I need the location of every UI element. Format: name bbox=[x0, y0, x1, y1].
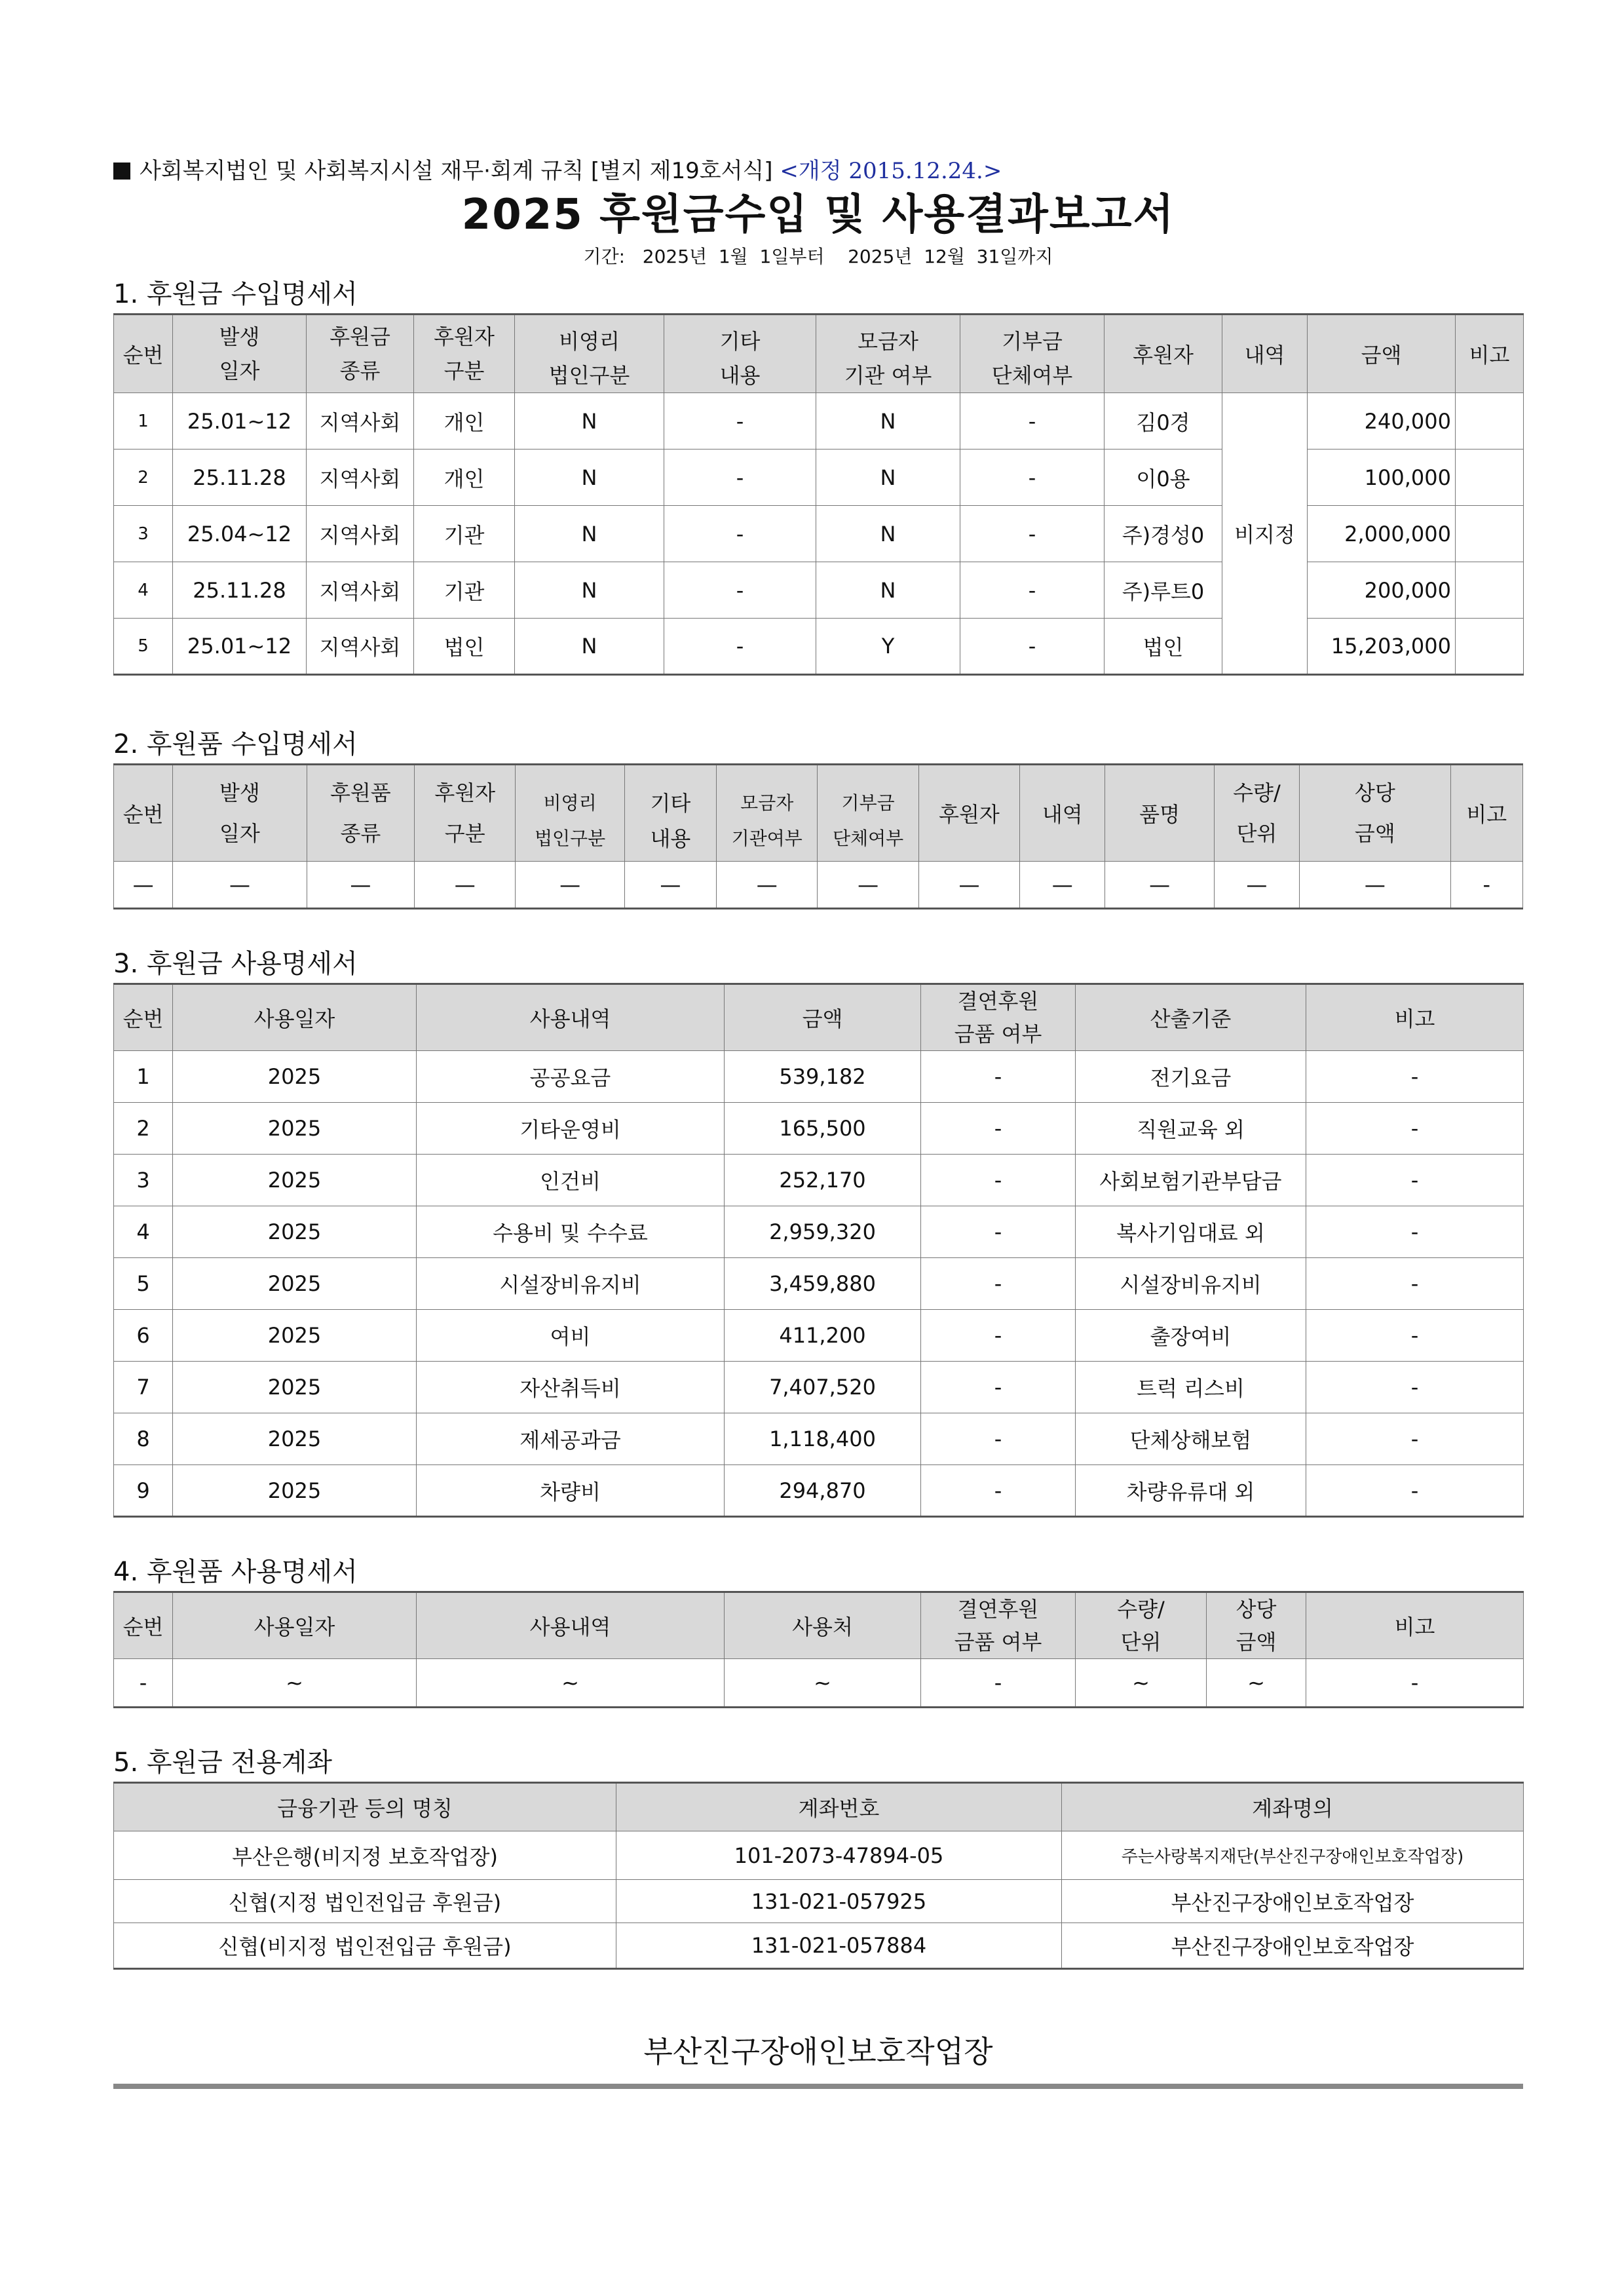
header-amount: 금액 bbox=[725, 984, 921, 1051]
header-account: 계좌번호 bbox=[616, 1783, 1062, 1831]
cell: ~ bbox=[417, 1659, 725, 1708]
cell-note bbox=[1456, 506, 1524, 562]
cell-basis: 트럭 리스비 bbox=[1076, 1362, 1306, 1413]
cell-no: 1 bbox=[114, 393, 173, 450]
cell-basis: 차량유류대 외 bbox=[1076, 1465, 1306, 1517]
header-no: 순번 bbox=[114, 984, 173, 1051]
cell: - bbox=[114, 1659, 173, 1708]
cell-note: - bbox=[1306, 1258, 1524, 1310]
cell-usage: 기타운영비 bbox=[417, 1103, 725, 1155]
header-amount: 금액 bbox=[1308, 315, 1456, 393]
table-row bbox=[114, 506, 1524, 562]
header-detail: 내역 bbox=[1222, 315, 1308, 393]
cell-amount: 100,000 bbox=[1308, 450, 1456, 506]
cell-fundraiser: Y bbox=[816, 619, 960, 675]
header-date: 발생 일자 bbox=[173, 765, 307, 862]
cell-usage: 자산취득비 bbox=[417, 1362, 725, 1413]
cell-basis: 복사기임대료 외 bbox=[1076, 1206, 1306, 1258]
section-1-title: 1. 후원금 수입명세서 bbox=[113, 279, 358, 309]
cell-date: 25.11.28 bbox=[173, 450, 307, 506]
cell-note: - bbox=[1306, 1051, 1524, 1103]
cell-donation-org: - bbox=[960, 506, 1105, 562]
cell-no: 3 bbox=[114, 506, 173, 562]
cell-donor: 이0용 bbox=[1105, 450, 1222, 506]
cell-amount: 1,118,400 bbox=[725, 1413, 921, 1465]
table-row bbox=[114, 1923, 1524, 1969]
cell-nonprofit: N bbox=[515, 562, 664, 619]
goods-usage-table bbox=[113, 1591, 1524, 1708]
cell-note bbox=[1456, 450, 1524, 506]
cell-no: 3 bbox=[114, 1155, 173, 1206]
cell-related: - bbox=[921, 1310, 1076, 1362]
cell-amount: 2,000,000 bbox=[1308, 506, 1456, 562]
cell: — bbox=[114, 862, 173, 909]
cell-donation-org: - bbox=[960, 450, 1105, 506]
header-donor: 후원자 bbox=[1105, 315, 1222, 393]
cell: — bbox=[1300, 862, 1451, 909]
cell-bank: 신협(지정 법인전입금 후원금) bbox=[114, 1880, 616, 1923]
cell: — bbox=[1214, 862, 1299, 909]
section-5-title: 5. 후원금 전용계좌 bbox=[113, 1748, 333, 1778]
section-3-title: 3. 후원금 사용명세서 bbox=[113, 949, 358, 979]
cell-kind: 지역사회 bbox=[307, 393, 414, 450]
table-row bbox=[114, 1880, 1524, 1923]
header-place: 사용처 bbox=[725, 1592, 921, 1659]
header-note: 비고 bbox=[1450, 765, 1522, 862]
header-bank: 금융기관 등의 명칭 bbox=[114, 1783, 616, 1831]
cell-bank: 부산은행(비지정 보호작업장) bbox=[114, 1831, 616, 1880]
cell: — bbox=[173, 862, 307, 909]
cell: — bbox=[717, 862, 818, 909]
cell-note: - bbox=[1306, 1310, 1524, 1362]
cell-no: 6 bbox=[114, 1310, 173, 1362]
header-donation-org: 기부금 단체여부 bbox=[960, 315, 1105, 393]
cell-basis: 사회보험기관부담금 bbox=[1076, 1155, 1306, 1206]
cell-date: 2025 bbox=[173, 1155, 417, 1206]
table-row bbox=[114, 619, 1524, 675]
cell-donation-org: - bbox=[960, 619, 1105, 675]
header-kind: 후원품 종류 bbox=[307, 765, 414, 862]
cell-related: - bbox=[921, 1051, 1076, 1103]
cell-related: - bbox=[921, 1206, 1076, 1258]
cell-no: 2 bbox=[114, 450, 173, 506]
table-row bbox=[114, 1051, 1524, 1103]
table-row bbox=[114, 1258, 1524, 1310]
header-value: 상당 금액 bbox=[1207, 1592, 1306, 1659]
header-nonprofit: 비영리 법인구분 bbox=[516, 765, 624, 862]
header-nonprofit: 비영리 법인구분 bbox=[515, 315, 664, 393]
header-note: 비고 bbox=[1306, 984, 1524, 1051]
cell-amount: 200,000 bbox=[1308, 562, 1456, 619]
cell-note: - bbox=[1306, 1362, 1524, 1413]
header-fundraiser: 모금자 기관여부 bbox=[717, 765, 818, 862]
cell-basis: 출장여비 bbox=[1076, 1310, 1306, 1362]
cell-fundraiser: N bbox=[816, 506, 960, 562]
header-no: 순번 bbox=[114, 1592, 173, 1659]
cell-amount: 165,500 bbox=[725, 1103, 921, 1155]
square-bullet-icon bbox=[113, 163, 130, 180]
cell-date: 25.01~12 bbox=[173, 619, 307, 675]
cell-no: 4 bbox=[114, 562, 173, 619]
cell-donor: 김0경 bbox=[1105, 393, 1222, 450]
cell: — bbox=[307, 862, 414, 909]
regulation-text: 사회복지법인 및 사회복지시설 재무·회계 규칙 [별지 제19호서식] bbox=[140, 158, 773, 184]
cell: — bbox=[415, 862, 516, 909]
cell-no: 4 bbox=[114, 1206, 173, 1258]
report-page bbox=[113, 155, 1523, 2089]
table-row bbox=[114, 1659, 1524, 1708]
header-date: 발생 일자 bbox=[173, 315, 307, 393]
cell: — bbox=[624, 862, 716, 909]
cell-account: 101-2073-47894-05 bbox=[616, 1831, 1062, 1880]
cell: — bbox=[1105, 862, 1214, 909]
cell-date: 2025 bbox=[173, 1310, 417, 1362]
section-4-title: 4. 후원품 사용명세서 bbox=[113, 1557, 358, 1587]
cell-kind: 지역사회 bbox=[307, 506, 414, 562]
table-row bbox=[114, 1362, 1524, 1413]
cell-date: 25.04~12 bbox=[173, 506, 307, 562]
cell-donation-org: - bbox=[960, 562, 1105, 619]
cell-holder: 부산진구장애인보호작업장 bbox=[1062, 1923, 1524, 1969]
cell-amount: 294,870 bbox=[725, 1465, 921, 1517]
cell-fundraiser: N bbox=[816, 393, 960, 450]
header-qty: 수량/ 단위 bbox=[1214, 765, 1299, 862]
cell-amount: 411,200 bbox=[725, 1310, 921, 1362]
donation-account-table bbox=[113, 1782, 1524, 1970]
cell-date: 2025 bbox=[173, 1103, 417, 1155]
header-qty: 수량/ 단위 bbox=[1076, 1592, 1207, 1659]
cell-basis: 시설장비유지비 bbox=[1076, 1258, 1306, 1310]
cell-date: 2025 bbox=[173, 1051, 417, 1103]
cell-donor-type: 법인 bbox=[414, 619, 515, 675]
cell-date: 2025 bbox=[173, 1362, 417, 1413]
cell-kind: 지역사회 bbox=[307, 562, 414, 619]
cell-note: - bbox=[1306, 1413, 1524, 1465]
cell-note: - bbox=[1306, 1103, 1524, 1155]
cell-donor-type: 개인 bbox=[414, 450, 515, 506]
cell-nonprofit: N bbox=[515, 506, 664, 562]
table-row bbox=[114, 1465, 1524, 1517]
cell-date: 2025 bbox=[173, 1206, 417, 1258]
cell-usage: 수용비 및 수수료 bbox=[417, 1206, 725, 1258]
cell-donor: 법인 bbox=[1105, 619, 1222, 675]
cell-donor-type: 기관 bbox=[414, 506, 515, 562]
donation-usage-table bbox=[113, 983, 1524, 1518]
cell-date: 2025 bbox=[173, 1413, 417, 1465]
cell-donor: 주)루트0 bbox=[1105, 562, 1222, 619]
header-basis: 산출기준 bbox=[1076, 984, 1306, 1051]
cell-etc: - bbox=[664, 619, 816, 675]
header-donor: 후원자 bbox=[918, 765, 1019, 862]
cell-related: - bbox=[921, 1258, 1076, 1310]
cell: ~ bbox=[725, 1659, 921, 1708]
header-detail: 내역 bbox=[1020, 765, 1105, 862]
cell-donor-type: 기관 bbox=[414, 562, 515, 619]
cell-basis: 직원교육 외 bbox=[1076, 1103, 1306, 1155]
cell-bank: 신협(비지정 법인전입금 후원금) bbox=[114, 1923, 616, 1969]
report-period: 기간: 2025년 1월 1일부터 2025년 12월 31일까지 bbox=[583, 246, 1053, 267]
header-donor-type: 후원자 구분 bbox=[414, 315, 515, 393]
cell-date: 2025 bbox=[173, 1258, 417, 1310]
table-row bbox=[114, 862, 1523, 909]
cell-note bbox=[1456, 562, 1524, 619]
regulation-line bbox=[113, 155, 1523, 187]
cell: - bbox=[1450, 862, 1522, 909]
cell-related: - bbox=[921, 1465, 1076, 1517]
footer-rule bbox=[113, 2084, 1523, 2089]
cell-amount: 252,170 bbox=[725, 1155, 921, 1206]
cell-no: 5 bbox=[114, 1258, 173, 1310]
table-row bbox=[114, 1155, 1524, 1206]
header-item: 품명 bbox=[1105, 765, 1214, 862]
table-row bbox=[114, 562, 1524, 619]
cell-usage: 차량비 bbox=[417, 1465, 725, 1517]
header-holder: 계좌명의 bbox=[1062, 1783, 1524, 1831]
header-no: 순번 bbox=[114, 315, 173, 393]
cell-amount: 15,203,000 bbox=[1308, 619, 1456, 675]
cell-amount: 539,182 bbox=[725, 1051, 921, 1103]
table-row bbox=[114, 1206, 1524, 1258]
table-row bbox=[114, 1103, 1524, 1155]
cell-related: - bbox=[921, 1103, 1076, 1155]
revision-date: <개정 2015.12.24.> bbox=[780, 158, 1002, 184]
cell-amount: 7,407,520 bbox=[725, 1362, 921, 1413]
table-row bbox=[114, 1310, 1524, 1362]
cell: - bbox=[1306, 1659, 1524, 1708]
cell-donor-type: 개인 bbox=[414, 393, 515, 450]
header-related: 결연후원 금품 여부 bbox=[921, 984, 1076, 1051]
cell-amount: 240,000 bbox=[1308, 393, 1456, 450]
cell: — bbox=[818, 862, 918, 909]
document-title: 2025 후원금수입 및 사용결과보고서 bbox=[461, 191, 1175, 239]
cell-amount: 3,459,880 bbox=[725, 1258, 921, 1310]
cell: ~ bbox=[1207, 1659, 1306, 1708]
cell-nonprofit: N bbox=[515, 619, 664, 675]
cell-detail-merged: 비지정 bbox=[1222, 393, 1308, 675]
header-related: 결연후원 금품 여부 bbox=[921, 1592, 1076, 1659]
cell-basis: 전기요금 bbox=[1076, 1051, 1306, 1103]
cell-usage: 제세공과금 bbox=[417, 1413, 725, 1465]
cell-usage: 인건비 bbox=[417, 1155, 725, 1206]
cell-holder: 주는사랑복지재단(부산진구장애인보호작업장) bbox=[1062, 1831, 1524, 1880]
cell-no: 9 bbox=[114, 1465, 173, 1517]
section-2-title: 2. 후원품 수입명세서 bbox=[113, 729, 358, 759]
cell-note bbox=[1456, 619, 1524, 675]
cell-no: 7 bbox=[114, 1362, 173, 1413]
cell-note: - bbox=[1306, 1206, 1524, 1258]
table-row bbox=[114, 1413, 1524, 1465]
header-value: 상당 금액 bbox=[1300, 765, 1451, 862]
cell: ~ bbox=[173, 1659, 417, 1708]
cell-date: 25.11.28 bbox=[173, 562, 307, 619]
cell-etc: - bbox=[664, 393, 816, 450]
header-usage: 사용내역 bbox=[417, 1592, 725, 1659]
cell-etc: - bbox=[664, 562, 816, 619]
cell-related: - bbox=[921, 1413, 1076, 1465]
cell-note: - bbox=[1306, 1465, 1524, 1517]
cell-date: 25.01~12 bbox=[173, 393, 307, 450]
cell-related: - bbox=[921, 1155, 1076, 1206]
cell-no: 1 bbox=[114, 1051, 173, 1103]
cell-kind: 지역사회 bbox=[307, 450, 414, 506]
cell-donor: 주)경성0 bbox=[1105, 506, 1222, 562]
cell: — bbox=[1020, 862, 1105, 909]
goods-income-table bbox=[113, 763, 1523, 909]
cell-no: 8 bbox=[114, 1413, 173, 1465]
cell-fundraiser: N bbox=[816, 562, 960, 619]
cell-note: - bbox=[1306, 1155, 1524, 1206]
cell-date: 2025 bbox=[173, 1465, 417, 1517]
cell-holder: 부산진구장애인보호작업장 bbox=[1062, 1880, 1524, 1923]
table-row bbox=[114, 1831, 1524, 1880]
donation-income-table bbox=[113, 313, 1524, 676]
cell-donation-org: - bbox=[960, 393, 1105, 450]
cell-nonprofit: N bbox=[515, 393, 664, 450]
table-row bbox=[114, 393, 1524, 450]
cell-related: - bbox=[921, 1362, 1076, 1413]
cell-etc: - bbox=[664, 450, 816, 506]
header-etc: 기타 내용 bbox=[664, 315, 816, 393]
header-kind: 후원금 종류 bbox=[307, 315, 414, 393]
cell-nonprofit: N bbox=[515, 450, 664, 506]
cell-basis: 단체상해보험 bbox=[1076, 1413, 1306, 1465]
header-usage: 사용내역 bbox=[417, 984, 725, 1051]
cell-amount: 2,959,320 bbox=[725, 1206, 921, 1258]
cell-no: 5 bbox=[114, 619, 173, 675]
cell: - bbox=[921, 1659, 1076, 1708]
header-note: 비고 bbox=[1456, 315, 1524, 393]
header-date: 사용일자 bbox=[173, 1592, 417, 1659]
cell-kind: 지역사회 bbox=[307, 619, 414, 675]
cell-no: 2 bbox=[114, 1103, 173, 1155]
cell-account: 131-021-057925 bbox=[616, 1880, 1062, 1923]
cell-usage: 여비 bbox=[417, 1310, 725, 1362]
cell-usage: 시설장비유지비 bbox=[417, 1258, 725, 1310]
cell: — bbox=[918, 862, 1019, 909]
cell-etc: - bbox=[664, 506, 816, 562]
header-no: 순번 bbox=[114, 765, 173, 862]
cell-account: 131-021-057884 bbox=[616, 1923, 1062, 1969]
header-etc: 기타 내용 bbox=[624, 765, 716, 862]
cell: ~ bbox=[1076, 1659, 1207, 1708]
header-fundraiser: 모금자 기관 여부 bbox=[816, 315, 960, 393]
header-note: 비고 bbox=[1306, 1592, 1524, 1659]
cell-fundraiser: N bbox=[816, 450, 960, 506]
header-donation-org: 기부금 단체여부 bbox=[818, 765, 918, 862]
organization-name: 부산진구장애인보호작업장 bbox=[643, 2034, 993, 2069]
cell-usage: 공공요금 bbox=[417, 1051, 725, 1103]
header-date: 사용일자 bbox=[173, 984, 417, 1051]
table-row bbox=[114, 450, 1524, 506]
cell-note bbox=[1456, 393, 1524, 450]
cell: — bbox=[516, 862, 624, 909]
header-donor-type: 후원자 구분 bbox=[415, 765, 516, 862]
